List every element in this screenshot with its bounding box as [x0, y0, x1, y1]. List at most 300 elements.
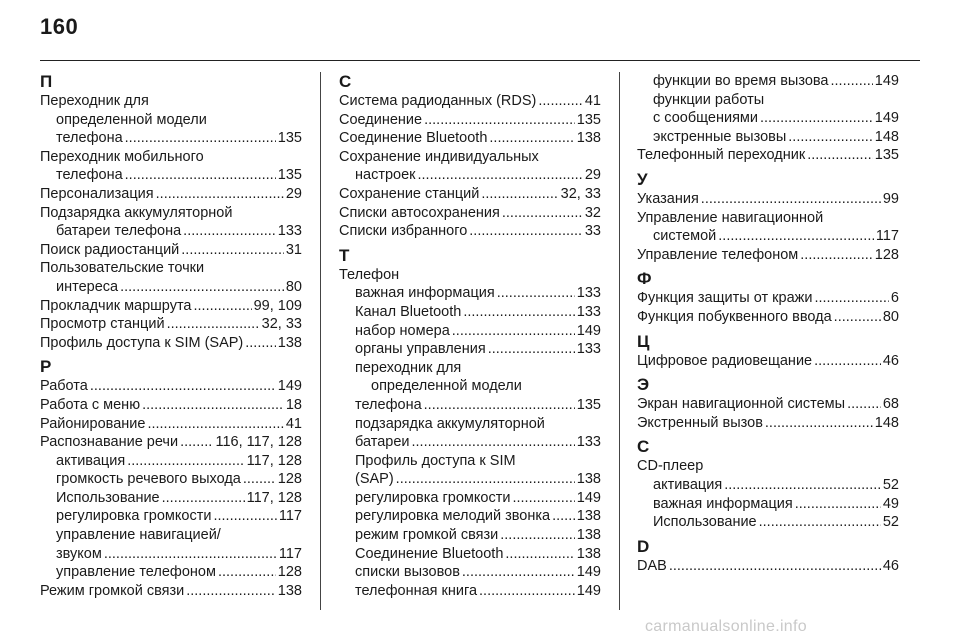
entry-line: [653, 109, 899, 128]
index-entry: [637, 209, 899, 246]
page-ref: 117: [875, 228, 899, 245]
index-entry: [339, 266, 601, 285]
index-entry: [40, 396, 302, 415]
leader-dots: [814, 289, 888, 308]
index-entry: [637, 513, 899, 532]
page-ref: 68: [882, 396, 899, 413]
leader-dots: [765, 414, 873, 433]
entry-text: Переходник для: [40, 93, 149, 109]
index-column-2: [339, 72, 601, 600]
entry-text: Пользовательские точки: [40, 260, 205, 277]
entry-text: Использование: [56, 489, 160, 506]
entry-text: Управление телефоном: [637, 246, 799, 263]
entry-line: [56, 545, 302, 564]
entry-text: Режим громкой связи: [40, 582, 185, 599]
entry-text: Распознавание речи: [40, 434, 179, 451]
index-entry: [40, 470, 302, 489]
entry-text: определенной модели: [56, 111, 207, 128]
index-entry: [339, 222, 601, 241]
entry-line: [40, 433, 302, 452]
leader-dots: [834, 308, 881, 327]
index-entry: [40, 297, 302, 316]
entry-line: [40, 222, 302, 241]
page-ref: 80: [882, 308, 899, 325]
leader-dots: [127, 452, 244, 471]
entry-text: с сообщениями: [653, 110, 758, 127]
index-entry: [40, 315, 302, 334]
top-rule: [40, 60, 920, 61]
page-ref: 128: [277, 564, 302, 581]
page-ref: 29: [285, 185, 302, 202]
index-entry: [637, 495, 899, 514]
leader-dots: [718, 227, 874, 246]
leader-dots: [800, 246, 873, 265]
page-ref: 128: [874, 246, 899, 263]
leader-dots: [396, 470, 575, 489]
entry-line: [40, 377, 302, 396]
index-entry: [637, 289, 899, 308]
leader-dots: [489, 129, 574, 148]
page-ref: 117, 128: [246, 489, 302, 506]
entry-text: Использование: [653, 514, 757, 531]
index-entry: [40, 507, 302, 526]
index-entry: [339, 563, 601, 582]
index-entry: [339, 340, 601, 359]
column-divider-2: [619, 72, 620, 610]
entry-line: [637, 289, 899, 308]
leader-dots: [831, 72, 873, 91]
index-entry: [40, 92, 302, 148]
index-entry: [40, 259, 302, 296]
page-ref: 31: [285, 241, 302, 258]
index-entry: [637, 128, 899, 147]
entry-text: Подзарядка аккумуляторной: [40, 204, 233, 221]
index-entry: [637, 395, 899, 414]
entry-line: [355, 396, 601, 415]
entry-text: Цифровое радиовещание: [637, 352, 813, 369]
leader-dots: [512, 489, 574, 508]
entry-line: [355, 433, 601, 452]
page-ref: 138: [576, 130, 601, 147]
index-entry: [40, 489, 302, 508]
entry-line: [40, 396, 302, 415]
entry-text: функции работы: [653, 91, 765, 108]
leader-dots: [243, 470, 276, 489]
leader-dots: [479, 582, 575, 601]
entry-line: [637, 227, 899, 246]
entry-text: регулировка громкости: [56, 508, 212, 525]
section-letter: Э: [637, 375, 650, 395]
entry-text: активация: [653, 476, 723, 493]
entry-line: [637, 414, 899, 433]
page-ref: 117, 128: [246, 452, 302, 469]
entry-text: Работа с меню: [40, 396, 141, 413]
index-entry: [339, 204, 601, 223]
entry-line: [355, 284, 601, 303]
entry-line: [355, 526, 601, 545]
leader-dots: [104, 545, 277, 564]
leader-dots: [245, 334, 276, 353]
entry-text: Районирование: [40, 415, 146, 432]
index-entry: [339, 92, 601, 111]
entry-line: [355, 340, 601, 359]
leader-dots: [147, 415, 283, 434]
page-ref: 138: [576, 527, 601, 544]
index-entry: [339, 582, 601, 601]
index-column-3: [637, 72, 899, 575]
entry-line: [637, 352, 899, 371]
index-entry: [339, 284, 601, 303]
entry-text: регулировка мелодий звонка: [355, 508, 551, 525]
page-ref: 149: [576, 322, 601, 339]
index-entry: [339, 111, 601, 130]
entry-line: [40, 315, 302, 334]
entry-line: [355, 582, 601, 601]
entry-line: [40, 582, 302, 601]
entry-text: Списки избранного: [339, 223, 468, 240]
leader-dots: [481, 185, 558, 204]
entry-text: телефона: [355, 396, 422, 413]
page-ref: 148: [874, 414, 899, 431]
entry-text: Работа: [40, 378, 88, 395]
entry-line: [637, 308, 899, 327]
section-letter: Ф: [637, 269, 652, 289]
index-entry: [339, 148, 601, 185]
entry-line: [40, 415, 302, 434]
index-entry: [637, 190, 899, 209]
entry-text: Профиль доступа к SIM: [355, 452, 516, 469]
entry-line: [40, 129, 302, 148]
leader-dots: [807, 146, 873, 165]
page-ref: 6: [890, 290, 899, 307]
page-ref: 148: [874, 128, 899, 145]
entry-text: звуком: [56, 545, 102, 562]
leader-dots: [412, 433, 575, 452]
section-letter: Р: [40, 357, 52, 377]
entry-line: [653, 495, 899, 514]
entry-text: Соединение Bluetooth: [355, 545, 504, 562]
entry-text: CD-плеер: [637, 458, 704, 475]
entry-text: Сохранение индивидуальных: [339, 148, 539, 165]
section-letter: Ц: [637, 331, 650, 351]
page-ref: 99: [882, 190, 899, 207]
entry-line: [339, 222, 601, 241]
page-ref: 32, 33: [560, 185, 601, 202]
index-entry: [40, 204, 302, 241]
index-entry: [40, 433, 302, 452]
page-ref: 52: [882, 476, 899, 493]
entry-text: Прокладчик маршрута: [40, 297, 192, 314]
entry-text: экстренные вызовы: [653, 128, 787, 145]
index-entry: [40, 415, 302, 434]
entry-text: Экстренный вызов: [637, 414, 763, 431]
leader-dots: [186, 582, 276, 601]
entry-line: [56, 470, 302, 489]
page-ref: 46: [882, 557, 899, 574]
leader-dots: [463, 303, 574, 322]
index-entry: [40, 377, 302, 396]
leader-dots: [669, 557, 881, 576]
leader-dots: [142, 396, 284, 415]
index-entry: [339, 452, 601, 489]
index-entry: [40, 526, 302, 563]
entry-line: [355, 563, 601, 582]
page-ref: 138: [576, 471, 601, 488]
section-letter: У: [637, 169, 648, 189]
entry-line: [653, 72, 899, 91]
entry-line: [355, 507, 601, 526]
entry-text: Переходник мобильного: [40, 148, 204, 165]
entry-line: [339, 92, 601, 111]
index-entry: [40, 563, 302, 582]
entry-text: Канал Bluetooth: [355, 303, 462, 320]
leader-dots: [724, 476, 881, 495]
index-entry: [40, 241, 302, 260]
leader-dots: [120, 278, 284, 297]
leader-dots: [795, 495, 881, 514]
section-letter: Т: [339, 245, 350, 265]
entry-text: набор номера: [355, 322, 450, 339]
index-entry: [339, 489, 601, 508]
page-ref: 32, 33: [261, 316, 302, 333]
index-entry: [637, 476, 899, 495]
page-ref: 135: [874, 147, 899, 164]
index-entry: [637, 557, 899, 576]
index-entry: [339, 526, 601, 545]
page-ref: 52: [882, 514, 899, 531]
section-letter: С: [339, 72, 352, 91]
section-letter: C: [637, 437, 650, 457]
entry-text: Функция побуквенного ввода: [637, 308, 832, 325]
entry-line: [339, 185, 601, 204]
entry-text: важная информация: [355, 285, 495, 302]
page-ref: 41: [285, 415, 302, 432]
entry-text: списки вызовов: [355, 564, 460, 581]
entry-line: [653, 476, 899, 495]
index-entry: [637, 414, 899, 433]
entry-line: [355, 303, 601, 322]
entry-text: батареи: [355, 434, 410, 451]
entry-line: [637, 246, 899, 265]
entry-line: [339, 111, 601, 130]
entry-line: [56, 507, 302, 526]
page-ref: 32: [584, 204, 601, 221]
entry-text: определенной модели: [371, 378, 522, 395]
leader-dots: [814, 352, 881, 371]
page-ref: 149: [874, 110, 899, 127]
page-ref: 133: [277, 223, 302, 240]
leader-dots: [162, 489, 245, 508]
entry-text: системой: [653, 228, 717, 245]
page-ref: 80: [285, 278, 302, 295]
entry-text: функции во время вызова: [653, 73, 829, 89]
entry-line: [40, 278, 302, 297]
index-entry: [40, 582, 302, 601]
entry-text: интереса: [56, 278, 119, 295]
leader-dots: [538, 92, 582, 111]
entry-line: [40, 241, 302, 260]
page-ref: 149: [277, 378, 302, 395]
index-entry: [637, 91, 899, 128]
page-ref: 116, 117, 128: [215, 434, 302, 451]
page-ref: 138: [576, 508, 601, 525]
page-ref: 29: [584, 167, 601, 184]
entry-line: [56, 452, 302, 471]
page-ref: 128: [277, 471, 302, 488]
entry-text: Сохранение станций: [339, 185, 480, 202]
page-ref: 133: [576, 303, 601, 320]
entry-text: Управление навигационной: [637, 209, 824, 226]
entry-text: Функция защиты от кражи: [637, 290, 813, 307]
entry-line: [339, 166, 601, 185]
leader-dots: [497, 284, 575, 303]
entry-text: переходник для: [355, 359, 462, 376]
entry-line: [355, 470, 601, 489]
leader-dots: [500, 526, 575, 545]
page-ref: 138: [576, 545, 601, 562]
entry-text: Соединение Bluetooth: [339, 130, 488, 147]
entry-text: управление навигацией/: [56, 527, 221, 544]
leader-dots: [452, 322, 575, 341]
entry-text: Система радиоданных (RDS): [339, 93, 537, 109]
entry-text: Персонализация: [40, 185, 154, 202]
entry-text: органы управления: [355, 341, 486, 358]
leader-dots: [418, 166, 583, 185]
page-ref: 49: [882, 495, 899, 512]
entry-text: Соединение: [339, 111, 423, 128]
page-ref: 117: [278, 508, 302, 525]
entry-line: [56, 563, 302, 582]
index-entry: [339, 545, 601, 564]
index-entry: [637, 72, 899, 91]
leader-dots: [788, 128, 873, 147]
leader-dots: [213, 507, 276, 526]
entry-text: телефонная книга: [355, 582, 478, 599]
index-entry: [40, 185, 302, 204]
leader-dots: [194, 297, 252, 316]
leader-dots: [125, 166, 276, 185]
entry-text: Поиск радиостанций: [40, 241, 180, 258]
entry-line: [339, 204, 601, 223]
leader-dots: [505, 545, 574, 564]
entry-line: [637, 146, 899, 165]
entry-line: [339, 129, 601, 148]
index-entry: [339, 303, 601, 322]
leader-dots: [218, 563, 276, 582]
entry-text: Указания: [637, 190, 699, 207]
entry-text: Профиль доступа к SIM (SAP): [40, 334, 244, 351]
watermark: carmanualsonline.info: [645, 618, 807, 635]
section-letter: П: [40, 72, 53, 91]
entry-line: [653, 513, 899, 532]
index-entry: [40, 148, 302, 185]
entry-line: [40, 185, 302, 204]
entry-text: подзарядка аккумуляторной: [355, 415, 545, 432]
index-entry: [637, 457, 899, 476]
entry-text: телефона: [56, 130, 123, 147]
page-ref: 117: [278, 545, 302, 562]
page-number: 160: [40, 14, 79, 39]
entry-line: [355, 545, 601, 564]
page-ref: 138: [277, 582, 302, 599]
entry-text: батареи телефона: [56, 223, 182, 240]
entry-text: настроек: [355, 167, 416, 184]
leader-dots: [462, 563, 575, 582]
page-ref: 99, 109: [253, 297, 302, 314]
page-ref: 138: [277, 334, 302, 351]
index-entry: [637, 246, 899, 265]
index-entry: [339, 129, 601, 148]
leader-dots: [469, 222, 583, 241]
entry-line: [40, 334, 302, 353]
page-ref: 149: [576, 489, 601, 506]
index-entry: [339, 185, 601, 204]
entry-text: телефона: [56, 167, 123, 184]
entry-text: Телефон: [339, 266, 400, 283]
leader-dots: [180, 433, 213, 452]
page-ref: 135: [576, 111, 601, 128]
leader-dots: [181, 241, 284, 260]
leader-dots: [424, 111, 575, 130]
page-ref: 149: [576, 582, 601, 599]
entry-text: Просмотр станций: [40, 316, 165, 333]
entry-text: активация: [56, 452, 126, 469]
leader-dots: [125, 129, 276, 148]
index-entry: [40, 334, 302, 353]
page-ref: 46: [882, 352, 899, 369]
entry-text: управление телефоном: [56, 564, 216, 581]
entry-line: [355, 489, 601, 508]
leader-dots: [424, 396, 575, 415]
column-divider-1: [320, 72, 321, 610]
leader-dots: [760, 109, 873, 128]
page-ref: 41: [584, 93, 601, 109]
leader-dots: [701, 190, 881, 209]
entry-line: [637, 190, 899, 209]
index-entry: [637, 146, 899, 165]
entry-line: [355, 322, 601, 341]
leader-dots: [759, 513, 881, 532]
page-ref: 133: [576, 434, 601, 451]
index-column-1: [40, 72, 302, 600]
entry-text: Списки автосохранения: [339, 204, 500, 221]
page-ref: 135: [277, 130, 302, 147]
index-entry: [339, 507, 601, 526]
page-ref: 133: [576, 341, 601, 358]
entry-text: важная информация: [653, 495, 793, 512]
entry-line: [56, 489, 302, 508]
index-entry: [637, 352, 899, 371]
page-ref: 33: [584, 223, 601, 240]
index-entry: [339, 322, 601, 341]
page-ref: 135: [277, 167, 302, 184]
entry-line: [637, 557, 899, 576]
leader-dots: [847, 395, 881, 414]
entry-line: [40, 297, 302, 316]
leader-dots: [502, 204, 583, 223]
index-entry: [40, 452, 302, 471]
entry-text: Экран навигационной системы: [637, 396, 846, 413]
leader-dots: [167, 315, 260, 334]
section-letter: D: [637, 536, 650, 556]
page-ref: 135: [576, 396, 601, 413]
entry-text: громкость речевого выхода: [56, 471, 241, 488]
entry-text: DAB: [637, 557, 667, 574]
entry-line: [637, 395, 899, 414]
entry-text: Телефонный переходник: [637, 147, 806, 164]
entry-text: регулировка громкости: [355, 489, 511, 506]
page-ref: 18: [285, 396, 302, 413]
